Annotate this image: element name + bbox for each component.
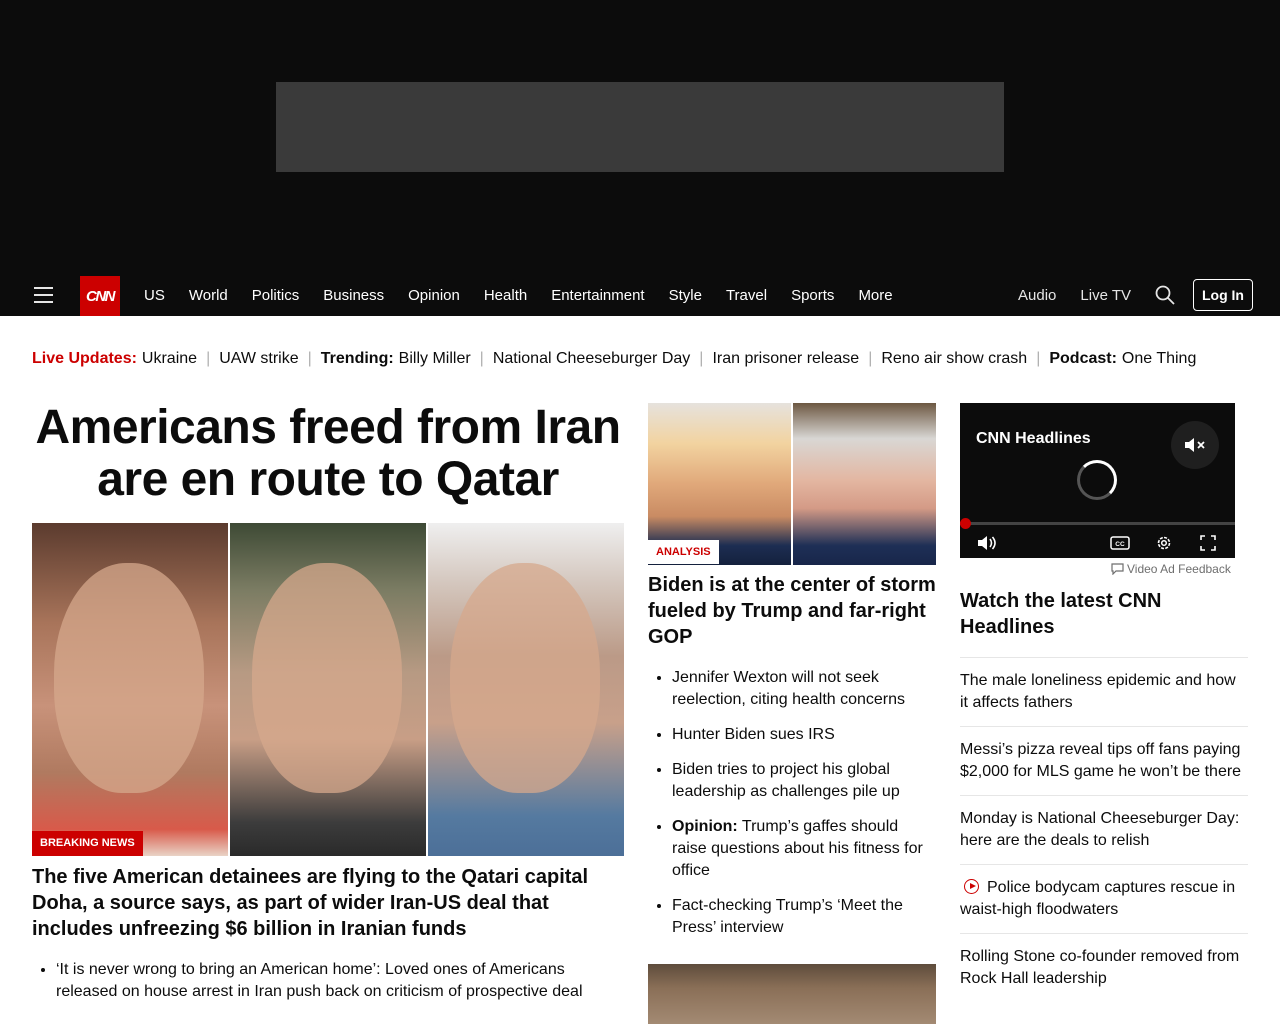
loading-spinner-icon [1077,460,1117,500]
trending-link-uaw[interactable]: UAW strike [219,350,299,367]
video-player[interactable] [960,403,1235,558]
volume-icon[interactable] [976,533,998,553]
trending-link-cheeseburger-day[interactable]: National Cheeseburger Day [492,350,691,367]
menu-icon[interactable] [34,287,53,303]
podcast-label: Podcast: [1049,350,1117,367]
list-item[interactable] [672,816,936,882]
opinion-label: Opinion: [672,818,738,835]
lead-photo-2 [230,523,426,856]
cnn-logo[interactable]: CNN [80,276,120,316]
top-ad-area [0,0,1280,274]
list-item[interactable]: • Jennifer Wexton will not seek reelection, citing health concerns [672,667,936,711]
analysis-badge: ANALYSIS [648,540,719,564]
trending-link-iran-prisoner[interactable]: Iran prisoner release [712,350,860,367]
divider: | [307,350,312,367]
divider: | [1036,350,1041,367]
progress-handle[interactable] [960,518,971,529]
trending-link-billy-miller[interactable]: Billy Miller [398,350,471,367]
lead-related-item[interactable]: • ‘It is never wrong to bring an American home’: Loved ones of Americans released on house arrest in Iran push back on criticism of prospective deal [56,959,624,1003]
nav-link-politics[interactable]: Politics [251,286,300,304]
divider: | [206,350,211,367]
video-list [960,657,1248,1002]
trending-link-one-thing[interactable]: One Thing [1121,350,1197,367]
lead-photo-3 [428,523,624,856]
trending-link-ukraine[interactable]: Ukraine [141,350,198,367]
main-nav [0,274,1280,316]
nav-link-opinion[interactable]: Opinion [408,286,460,304]
list-item[interactable]: The male loneliness epidemic and how it affects fathers [960,657,1248,726]
list-item[interactable]: Rolling Stone co-founder removed from Rock Hall leadership [960,933,1248,1002]
list-item[interactable]: • Biden tries to project his global leadership as challenges pile up [672,759,936,803]
lead-photo-1 [32,523,228,856]
nav-link-sports[interactable]: Sports [791,286,835,304]
breaking-news-badge: BREAKING NEWS [32,831,143,856]
nav-link-travel[interactable]: Travel [725,286,768,304]
trending-link-reno-crash[interactable]: Reno air show crash [881,350,1028,367]
opinion-text: Trump’s gaffes should raise questions about his fitness for office [672,818,923,879]
login-button[interactable]: Log In [1193,279,1253,311]
analysis-story-link[interactable]: Biden is at the center of storm fueled by Trump and far-right GOP [648,574,936,648]
ad-feedback-label: Video Ad Feedback [1127,562,1231,576]
nav-live-tv-link[interactable]: Live TV [1080,286,1131,304]
video-play-icon [964,879,979,894]
nav-right [1018,274,1253,316]
search-icon[interactable] [1155,285,1175,305]
trending-label: Trending: [320,350,394,367]
headlines-title-link[interactable]: Watch the latest CNN Headlines [960,590,1162,638]
live-updates-label: Live Updates: [32,350,137,367]
list-item[interactable]: • Hunter Biden sues IRS [672,724,936,746]
nav-links [144,274,917,316]
divider: | [699,350,704,367]
nav-link-us[interactable]: US [144,286,165,304]
politics-list [672,667,936,952]
video-title: CNN Headlines [976,430,1091,447]
fullscreen-icon[interactable] [1198,533,1218,553]
ad-banner-slot[interactable] [276,82,1004,172]
nav-audio-link[interactable]: Audio [1018,286,1057,304]
nav-link-world[interactable]: World [188,286,228,304]
list-item[interactable] [960,864,1248,933]
list-item[interactable]: Monday is National Cheeseburger Day: here are the deals to relish [960,795,1248,864]
nav-link-style[interactable]: Style [668,286,702,304]
story-image[interactable] [648,964,936,1024]
settings-gear-icon[interactable] [1154,533,1174,553]
biden-photo [793,403,936,565]
video-progress-bar[interactable] [960,522,1235,525]
lead-story-link[interactable]: The five American detainees are flying to the Qatari capital Doha, a source says, as part of wider Iran-US deal that includes unfreezing $6 billion in Iranian funds [32,866,589,940]
nav-link-more[interactable]: More [858,286,893,304]
nav-link-health[interactable]: Health [483,286,528,304]
lead-headline[interactable]: Americans freed from Iran are en route to Qatar [35,401,621,506]
nav-link-business[interactable]: Business [323,286,385,304]
nav-link-entertainment[interactable]: Entertainment [551,286,645,304]
trending-bar [32,348,1196,370]
captions-icon[interactable] [1110,533,1130,553]
video-ad-feedback[interactable] [1111,562,1231,576]
feedback-icon [1111,563,1124,575]
mute-button[interactable] [1171,421,1219,469]
list-item[interactable]: Messi’s pizza reveal tips off fans paying $2,000 for MLS game he won’t be there [960,726,1248,795]
list-item-text: Police bodycam captures rescue in waist-high floodwaters [960,879,1236,918]
lead-image[interactable] [32,523,624,856]
list-item[interactable]: • Fact-checking Trump’s ‘Meet the Press’ interview [672,895,936,939]
divider: | [868,350,873,367]
divider: | [479,350,484,367]
lead-related-list [56,959,624,1015]
muted-speaker-icon [1184,436,1206,454]
svg-text:CC: CC [1115,541,1125,548]
